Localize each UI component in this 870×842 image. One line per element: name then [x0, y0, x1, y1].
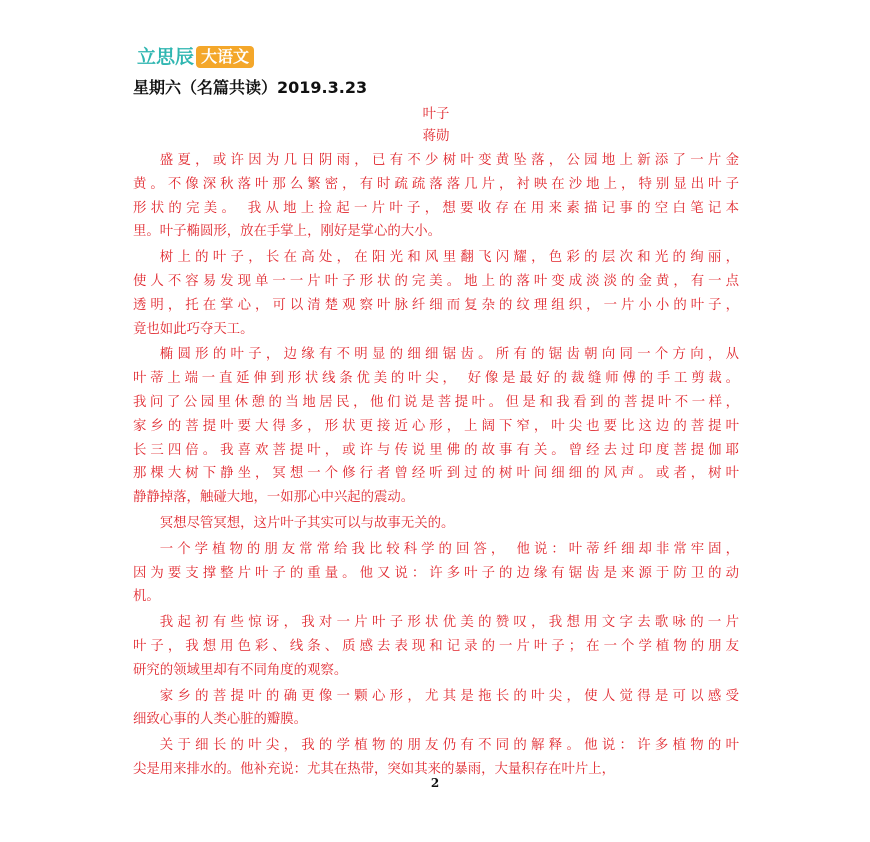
paragraph-line: 透明，托在掌心，可以清楚观察叶脉纤细而复杂的纹理组织，一片小小的叶子，: [133, 297, 739, 313]
paragraph-line: 长三四倍。我喜欢菩提叶，或许与传说里佛的故事有关。曾经去过印度菩提伽耶: [133, 442, 739, 458]
paragraph: [133, 685, 739, 733]
paragraph-line: 我起初有些惊讶，我对一片叶子形状优美的赞叹，我想用文字去歌咏的一片: [159, 615, 739, 631]
paragraph-line: 一个学植物的朋友常常给我比较科学的回答， 他说：叶蒂纤细却非常牢固，: [159, 541, 739, 557]
paragraph-line: 盛夏，或许因为几日阴雨，已有不少树叶变黄坠落，公园地上新添了一片金: [159, 153, 739, 168]
logo-main-text: 立思辰: [137, 46, 195, 68]
paragraph: [133, 512, 739, 536]
paragraph-line: 叶蒂上端一直延伸到形状线条优美的叶尖， 好像是最好的裁缝师傅的手工剪裁。: [133, 371, 739, 387]
paragraph-line: 那棵大树下静坐，冥想一个修行者曾经听到过的树叶间细细的风声。或者，树叶: [133, 466, 739, 482]
page-number: 2: [430, 776, 440, 790]
paragraph: [133, 611, 739, 682]
paragraph: [133, 343, 739, 510]
paragraph-line: 家乡的菩提叶的确更像一颗心形，尤其是拖长的叶尖，使人觉得是可以感受: [159, 688, 739, 704]
paragraph-line: 里。叶子椭圆形，放在手掌上，刚好是掌心的大小。: [133, 224, 441, 240]
paragraph-line: 机。: [133, 589, 160, 605]
paragraph-line: 研究的领域里却有不同角度的观察。: [133, 662, 348, 678]
paragraph-line: 因为要支撑整片叶子的重量。他又说：许多叶子的边缘有锯齿是来源于防卫的动: [133, 565, 739, 581]
logo-badge: 大语文: [196, 46, 254, 68]
paragraph-line: 树上的叶子，长在高处，在阳光和风里翻飞闪耀，色彩的层次和光的绚丽，: [159, 250, 739, 266]
paragraph-line: 椭圆形的叶子，边缘有不明显的细细锯齿。所有的锯齿朝向同一个方向，从: [159, 347, 739, 363]
paragraph-line: 黄。不像深秋落叶那么繁密，有时疏疏落落几片，衬映在沙地上，特别显出叶子: [133, 176, 739, 192]
paragraph: [133, 734, 739, 782]
paragraph-line: 叶子，我想用色彩、线条、质感去表现和记录的一片叶子；在一个学植物的朋友: [133, 638, 739, 654]
paragraph: [133, 149, 739, 244]
paragraph-line: 关于细长的叶尖，我的学植物的朋友仍有不同的解释。他说：许多植物的叶: [159, 738, 739, 754]
paragraph-line: 冥想尽管冥想，这片叶子其实可以与故事无关的。: [159, 515, 455, 531]
page-heading: 星期六（名篇共读）2019.3.23: [133, 78, 368, 97]
article-author: 蒋勋: [422, 129, 450, 144]
paragraph-line: 细致心事的人类心脏的瓣膜。: [133, 712, 308, 728]
paragraph-line: 我问了公园里休憩的当地居民，他们说是菩提叶。但是和我看到的菩提叶不一样，: [133, 394, 739, 410]
paragraph-list: [133, 149, 739, 782]
paragraph: [133, 538, 739, 609]
paragraph: [133, 246, 739, 341]
paragraph-line: 尖是用来排水的。他补充说：尤其在热带，突如其来的暴雨，大量积存在叶片上，: [133, 761, 616, 777]
article-title: 叶子: [422, 107, 450, 122]
brand-logo: [137, 44, 254, 70]
paragraph-line: 静静掉落，触碰大地，一如那心中兴起的震动。: [133, 490, 415, 506]
paragraph-line: 家乡的菩提叶要大得多，形状更接近心形，上阔下窄，叶尖也要比这边的菩提叶: [133, 418, 739, 434]
paragraph-line: 形状的完美。 我从地上捡起一片叶子，想要收存在用来素描记事的空白笔记本: [133, 200, 739, 216]
article-body: [133, 105, 739, 784]
paragraph-line: 竟也如此巧夺天工。: [133, 321, 254, 337]
paragraph-line: 使人不容易发现单一一片叶子形状的完美。地上的落叶变成淡淡的金黄，有一点: [133, 273, 739, 289]
